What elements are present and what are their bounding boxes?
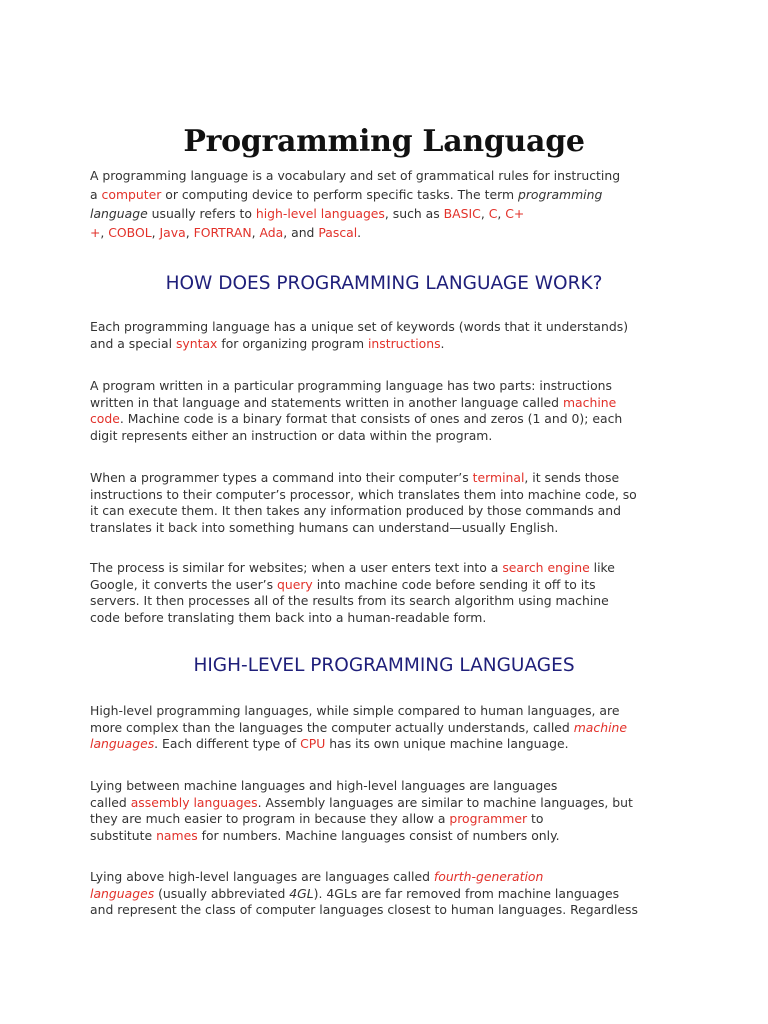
link-machine-languages-cont[interactable]: languages <box>90 736 155 752</box>
link-cpu[interactable]: CPU <box>300 736 326 752</box>
text: , <box>251 225 260 240</box>
text: into machine code before sending it off to its <box>312 576 596 592</box>
link-cobol[interactable]: COBOL <box>108 225 152 240</box>
link-terminal[interactable]: terminal <box>472 470 525 485</box>
text: code before translating them back into a human-readable form. <box>90 609 487 625</box>
paragraph-assembly <box>90 778 680 844</box>
text: , such as <box>384 206 444 221</box>
link-assembly-languages[interactable]: assembly languages <box>130 794 258 810</box>
paragraph-high-level <box>90 703 680 753</box>
link-syntax[interactable]: syntax <box>175 335 218 351</box>
text: a <box>90 187 102 202</box>
text: to <box>527 811 544 827</box>
text: digit represents either an instruction or data within the program. <box>90 427 493 443</box>
link-names[interactable]: names <box>156 827 198 843</box>
italic-term: 4GL <box>289 885 314 901</box>
link-machine-code[interactable]: machine <box>562 394 617 410</box>
link-cpp[interactable]: C+ <box>505 206 525 221</box>
text: called <box>90 794 131 810</box>
link-instructions[interactable]: instructions <box>367 335 441 351</box>
text: , <box>100 225 109 240</box>
link-query[interactable]: query <box>277 576 313 592</box>
text: Lying above high-level languages are languages called <box>90 869 434 884</box>
link-ada[interactable]: Ada <box>259 225 284 240</box>
text: , <box>151 225 160 240</box>
paragraph-4gl <box>90 869 680 919</box>
link-c[interactable]: C <box>488 206 498 221</box>
link-fourth-generation-languages[interactable]: fourth-generation <box>433 869 544 884</box>
text: , <box>497 206 506 221</box>
text: has its own unique machine language. <box>325 736 569 752</box>
link-machine-code-cont[interactable]: code <box>90 411 120 427</box>
link-pascal[interactable]: Pascal <box>318 225 358 240</box>
link-programmer[interactable]: programmer <box>449 811 528 827</box>
text: . Machine code is a binary format that consists of ones and zeros (1 and 0); each <box>119 411 623 427</box>
link-computer[interactable]: computer <box>101 187 162 202</box>
text: , <box>185 225 194 240</box>
text: A program written in a particular programming language has two parts: instructions <box>90 378 612 393</box>
text: , and <box>283 225 319 240</box>
text: or computing device to perform specific tasks. The term <box>161 187 518 202</box>
text: (usually abbreviated <box>154 885 290 901</box>
link-machine-languages[interactable]: machine <box>573 719 627 735</box>
italic-term: language <box>90 206 148 221</box>
link-basic[interactable]: BASIC <box>443 206 481 221</box>
paragraph-websites <box>90 560 680 626</box>
text: substitute <box>90 827 157 843</box>
text: written in that language and statements written in another language called <box>90 394 563 410</box>
text: . <box>357 225 362 240</box>
section-heading-how-it-works: HOW DOES PROGRAMMING LANGUAGE WORK? <box>165 273 603 294</box>
link-fortran[interactable]: FORTRAN <box>193 225 252 240</box>
paragraph-keywords <box>90 319 680 352</box>
text: for numbers. Machine languages consist of numbers only. <box>197 827 560 843</box>
link-java[interactable]: Java <box>159 225 186 240</box>
text: Each programming language has a unique set of keywords (words that it understands) <box>90 319 629 334</box>
section-heading-high-level: HIGH-LEVEL PROGRAMMING LANGUAGES <box>193 655 575 676</box>
text: instructions to their computer’s processor, which translates them into machine code, so <box>90 486 637 502</box>
text: High-level programming languages, while simple compared to human languages, are <box>90 703 620 718</box>
text: translates it back into something humans can understand—usually English. <box>90 519 559 535</box>
text: and represent the class of computer languages closest to human languages. Regardless <box>90 902 638 918</box>
text: . <box>440 335 445 351</box>
italic-term: programming <box>517 187 603 202</box>
text: , <box>480 206 489 221</box>
text: ). 4GLs are far removed from machine languages <box>313 885 620 901</box>
text: more complex than the languages the computer actually understands, called <box>90 719 574 735</box>
paragraph-two-parts <box>90 378 680 444</box>
link-fourth-generation-languages-cont[interactable]: languages <box>90 885 155 901</box>
text: Lying between machine languages and high-level languages are languages <box>90 778 558 793</box>
paragraph-terminal <box>90 470 680 536</box>
text: it can execute them. It then takes any information produced by those commands and <box>90 503 621 519</box>
text: . Assembly languages are similar to machine languages, but <box>257 794 633 810</box>
text: . Each different type of <box>154 736 301 752</box>
link-high-level-languages[interactable]: high-level languages <box>255 206 385 221</box>
text: usually refers to <box>147 206 256 221</box>
link-cpp-cont[interactable]: + <box>90 225 101 240</box>
page-title: Programming Language <box>183 124 585 159</box>
intro-paragraph <box>90 166 680 242</box>
text: A programming language is a vocabulary and set of grammatical rules for instructing <box>90 168 621 183</box>
text: When a programmer types a command into their computer’s <box>90 470 473 485</box>
text: they are much easier to program in because they allow a <box>90 811 450 827</box>
link-search-engine[interactable]: search engine <box>502 560 590 575</box>
text: The process is similar for websites; when a user enters text into a <box>90 560 503 575</box>
text: Google, it converts the user’s <box>90 576 277 592</box>
text: for organizing program <box>217 335 368 351</box>
text: servers. It then processes all of the results from its search algorithm using machine <box>90 593 609 609</box>
text: , it sends those <box>524 470 620 485</box>
text: like <box>589 560 615 575</box>
text: and a special <box>90 335 176 351</box>
